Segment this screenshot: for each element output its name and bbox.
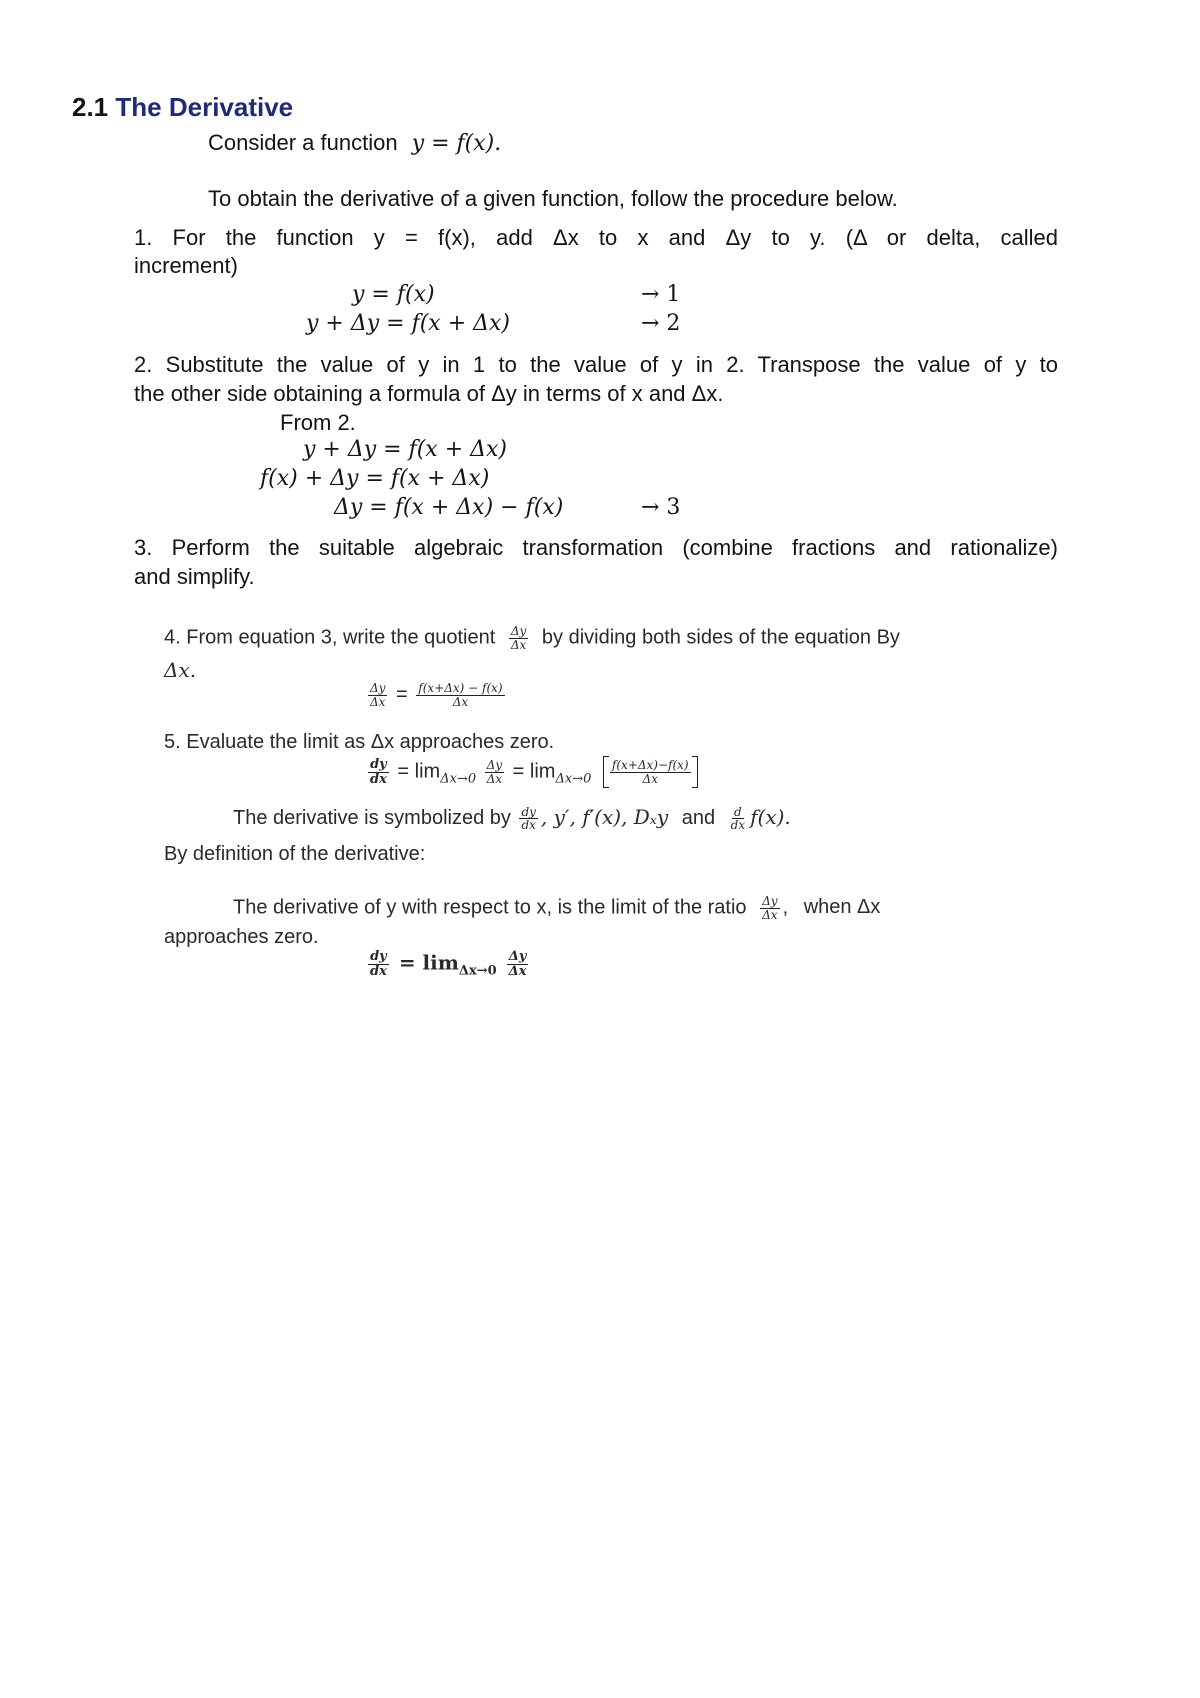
definition-equation [365, 950, 532, 984]
def-ratio-num: Δy [508, 949, 527, 964]
step5-equation [365, 756, 698, 791]
symbols-d-num: d [734, 804, 742, 819]
step5-eq1: = [397, 760, 410, 783]
step5-ratio-num: Δy [486, 757, 503, 772]
step5-dx: dx [370, 771, 387, 787]
step5-rhs-num: f(x+Δx)−f(x) [611, 757, 689, 772]
step4-eq-lhs-den: Δx [370, 694, 386, 709]
definition-ratio [760, 895, 779, 921]
procedure-intro: To obtain the derivative of a given function, follow the procedure below. [208, 186, 898, 211]
step4-line1 [164, 625, 900, 651]
symbols-text: The derivative is symbolized by [233, 807, 511, 829]
right-bracket [692, 756, 698, 788]
step3-line2: and simplify. [134, 564, 255, 589]
step5-ratio [485, 759, 504, 785]
def-lim-sub: Δx→0 [458, 963, 497, 979]
symbols-list: , y′, f′(x), Dₓy [540, 805, 669, 829]
def-dydx [368, 950, 389, 978]
step2-eq3: Δy = f(x + Δx) − f(x) [334, 495, 564, 520]
step5-dy: dy [370, 756, 387, 772]
symbols-line [233, 805, 791, 832]
def-ratio [507, 950, 529, 978]
step4-text-b: by dividing both sides of the equation By [541, 626, 900, 649]
step3-line1: 3. Perform the suitable algebraic transformation (combine fractions and rationalize) [134, 535, 1058, 560]
definition-ratio-num: Δy [762, 894, 778, 908]
step2-eq3-ref: → 3 [641, 495, 681, 520]
def-dy: dy [370, 949, 387, 964]
step5-lim1: lim [414, 760, 441, 783]
intro-text: Consider a function [208, 130, 398, 155]
step2-line1: 2. Substitute the value of y in 1 to the value of y in 2. Transpose the value of y to [134, 352, 1058, 377]
step5-rhs-frac [610, 759, 691, 785]
step1-line2: increment) [134, 253, 238, 278]
step4-eq-rhs [416, 682, 504, 708]
step5-lim2: lim [529, 760, 556, 783]
symbols-dx: dx [521, 818, 536, 833]
symbols-d-den: dx [730, 818, 746, 833]
step5-eq2: = [512, 760, 525, 783]
step2-line2: the other side obtaining a formula of Δy in terms of x and Δx. [134, 381, 724, 406]
step2-eq1: y + Δy = f(x + Δx) [303, 437, 508, 462]
step4-eq-lhs [368, 682, 387, 708]
step1-line1: 1. For the function y = f(x), add Δx to x and Δy to y. (Δ or delta, called [134, 225, 1058, 250]
definition-comma: , [782, 896, 789, 919]
step4-eq-equals: = [396, 683, 408, 706]
step5-dydx [368, 758, 389, 786]
step4-text-a: 4. From equation 3, write the quotient [164, 626, 496, 649]
intro-line [208, 130, 501, 157]
step5-ratio-den: Δx [486, 771, 503, 786]
left-bracket [603, 756, 609, 788]
step1-eq2-ref: → 2 [641, 311, 681, 336]
intro-equation: y = f(x). [411, 131, 502, 156]
step5-lim2-sub: Δx→0 [555, 771, 592, 787]
definition-ratio-den: Δx [762, 907, 778, 922]
step4-line2: Δx. [164, 658, 197, 682]
step4-equation [365, 682, 508, 708]
symbols-dy: dy [521, 804, 536, 819]
symbols-dydx [519, 806, 537, 832]
section-title: The Derivative [115, 92, 294, 122]
step5-rhs-den: Δx [642, 771, 658, 786]
step4-quotient-den: Δx [510, 637, 527, 652]
symbols-fx: f(x). [750, 805, 791, 829]
step1-eq1: y = f(x) [352, 282, 435, 307]
definition-text-b: when Δx [803, 896, 881, 919]
step4-quotient [509, 625, 528, 651]
step2-eq2: f(x) + Δy = f(x + Δx) [260, 466, 490, 491]
step4-quotient-num: Δy [510, 624, 527, 638]
def-lim: lim [422, 950, 459, 975]
step1-eq2: y + Δy = f(x + Δx) [306, 311, 511, 336]
step5-text: 5. Evaluate the limit as Δx approaches zero. [164, 731, 555, 753]
section-heading [72, 92, 293, 123]
symbols-and: and [681, 807, 716, 829]
step2-from: From 2. [280, 410, 356, 435]
step4-eq-rhs-num: f(x+Δx) − f(x) [418, 681, 503, 695]
step5-lim1-sub: Δx→0 [440, 771, 477, 787]
definition-text-a: The derivative of y with respect to x, is the limit of the ratio [233, 896, 747, 919]
def-ratio-den: Δx [508, 963, 527, 979]
definition-line1 [233, 895, 880, 921]
def-equals: = [398, 950, 416, 975]
symbols-d-dx [729, 806, 747, 832]
definition-label: By definition of the derivative: [164, 843, 426, 865]
section-number: 2.1 [72, 92, 109, 122]
step4-eq-lhs-num: Δy [370, 681, 386, 695]
step4-eq-rhs-den: Δx [452, 694, 469, 709]
step1-eq1-ref: → 1 [641, 282, 681, 307]
definition-line2: approaches zero. [164, 926, 319, 948]
def-dx: dx [370, 963, 387, 979]
